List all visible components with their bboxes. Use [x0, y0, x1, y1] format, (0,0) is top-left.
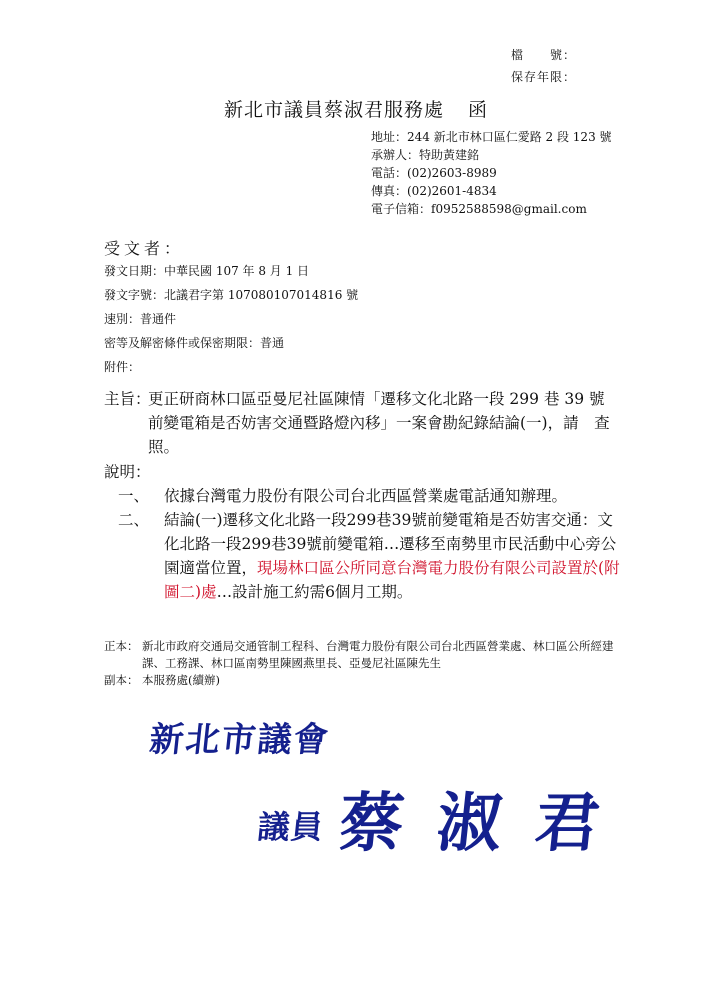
explanation-item-1: [118, 484, 628, 510]
council-seal-text: 新北市議會: [147, 720, 332, 760]
sender-fax: 傳真：(02)2601-4834: [371, 184, 497, 198]
councilor-title-seal: 議員: [255, 808, 326, 846]
letter-title-office: 新北市議員蔡淑君服務處: [224, 99, 445, 121]
item-text-before: 結論(一)遷移文化北路一段299巷39號前變電箱是否妨害交通：文化北路一段299巷39號前變電箱…遷移至南勢里市民活動中心旁公園適當位置，: [164, 511, 617, 577]
sender-address: 地址：244 新北市林口區仁愛路 2 段 123 號: [371, 130, 612, 144]
copy-recipients-text: 本服務處(續辦): [142, 673, 220, 687]
distribution-main: [104, 638, 624, 674]
councilor-name-seal: 蔡淑君: [335, 787, 638, 861]
subject-label: 主旨：: [104, 390, 151, 408]
sender-phone: 電話：(02)2603-8989: [371, 166, 497, 180]
main-recipients-text: 新北市政府交通局交通管制工程科、台灣電力股份有限公司台北西區營業處、林口區公所經建課、工務課、林口區南勢里陳國燕里長、亞曼尼社區陳先生: [142, 639, 614, 670]
distribution-copy: [104, 672, 404, 690]
sender-handler: 承辦人：特助黃建銘: [371, 148, 480, 162]
sender-info: [371, 128, 612, 218]
item-number: 二、: [118, 511, 150, 529]
item-text: [164, 508, 620, 604]
item-number: 一、: [118, 487, 150, 505]
document-meta: [104, 262, 358, 376]
sender-email: 電子信箱：f0952588598@gmail.com: [371, 202, 587, 216]
letter-title-suffix: 函: [468, 99, 489, 121]
main-recipients-label: 正本：: [104, 639, 139, 653]
subject-section: [104, 387, 624, 463]
issue-date: 發文日期：中華民國 107 年 8 月 1 日: [104, 264, 310, 278]
explanation-item-2: [118, 508, 628, 608]
retention-period-label: 保存年限：: [511, 70, 577, 84]
item-text-after: …設計施工約需6個月工期。: [216, 583, 413, 601]
issue-number: 發文字號：北議君字第 107080107014816 號: [104, 288, 359, 302]
archive-number-label: 檔 號：: [511, 48, 577, 62]
copy-recipients-label: 副本：: [104, 673, 139, 687]
letter-title: [224, 95, 488, 122]
explanation-label: 說明：: [104, 463, 151, 481]
recipient-label: 受文者：: [104, 239, 185, 258]
item-text: 依據台灣電力股份有限公司台北西區營業處電話通知辦理。: [164, 487, 568, 505]
highlighted-text: 現場林口區公所同意台灣電力股份有限公司設置於(附圖二)處: [164, 559, 620, 601]
subject-text: 更正研商林口區亞曼尼社區陳情「遷移文化北路一段 299 巷 39 號前變電箱是否妨害交通暨路燈內移」一案會勘紀錄結論(一)，請 查照。: [148, 390, 610, 456]
secrecy-level: 密等及解密條件或保密期限：普通: [104, 336, 285, 350]
attachment-label: 附件：: [104, 360, 141, 374]
speed-class: 速別：普通件: [104, 312, 177, 326]
